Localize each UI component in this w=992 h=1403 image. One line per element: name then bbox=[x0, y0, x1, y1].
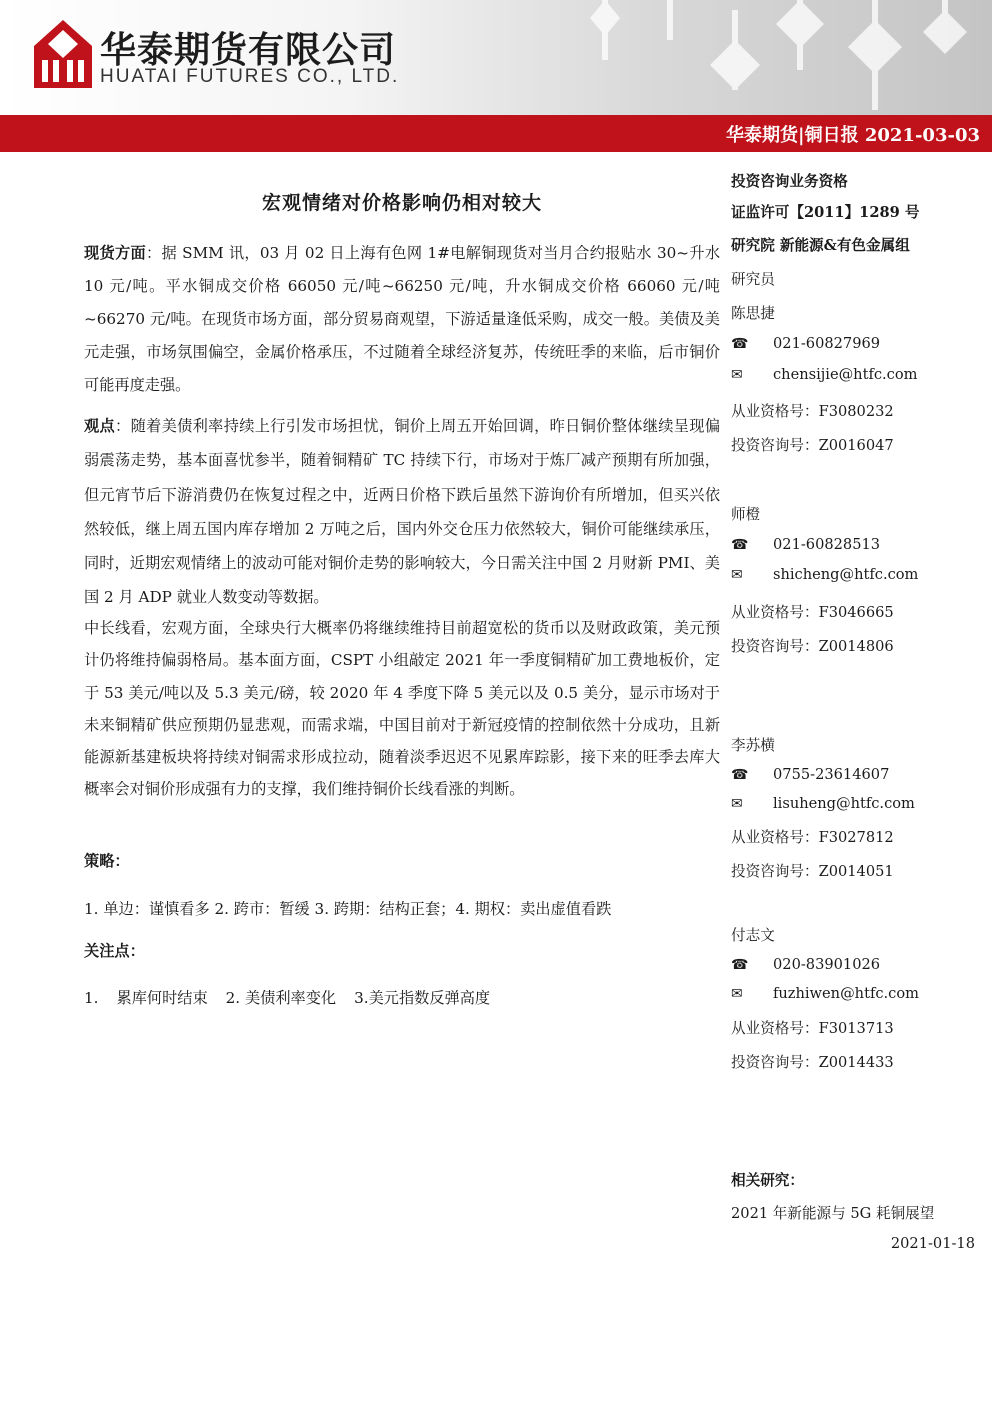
analyst-phone: 020-83901026 bbox=[773, 956, 881, 973]
analyst-phone: 021-60827969 bbox=[773, 335, 881, 352]
company-logo-icon bbox=[34, 20, 92, 88]
analyst-phone: 0755-23614607 bbox=[773, 766, 890, 783]
report-header bbox=[0, 0, 992, 115]
envelope-icon: ✉ bbox=[731, 986, 743, 1002]
analyst-email[interactable]: fuzhiwen@htfc.com bbox=[773, 985, 919, 1002]
analyst-email-row bbox=[731, 366, 987, 383]
analyst-phone: 021-60828513 bbox=[773, 536, 881, 553]
analyst-email-row bbox=[731, 795, 987, 812]
related-research-title[interactable]: 2021 年新能源与 5G 耗铜展望 bbox=[731, 1205, 935, 1222]
analyst-practice-no: 从业资格号：F3046665 bbox=[731, 604, 894, 621]
analyst-name: 陈思捷 bbox=[731, 305, 775, 322]
focus-item: 累库何时结束 bbox=[116, 989, 208, 1007]
analyst-email-row bbox=[731, 985, 987, 1002]
analyst-name: 师橙 bbox=[731, 506, 761, 523]
qualification-label: 投资咨询业务资格 bbox=[731, 173, 848, 190]
analyst-email[interactable]: shicheng@htfc.com bbox=[773, 566, 919, 583]
view-text: ：随着美债利率持续上行引发市场担忧，铜价上周五开始回调，昨日铜价整体继续呈现偏弱震荡走势，基本面喜忧参半，随着铜精矿 TC 持续下行，市场对于炼厂减产预期有所加强，但元宵节后下游消费仍在恢复过程之中，近两日价格下跌后虽然下游询价有所增加，但买兴依然较低，继上周五国内库存增加 2 万吨之后，国内外交仓压力依然较大，铜价可能继续承压，同时，近期宏观情绪上的波动可能对铜价走势的影响较大，今日需关注中国 2 月财新 PMI、美国 2 月 ADP 就业人数变动等数据。 bbox=[84, 417, 721, 607]
focus-item: 3.美元指数反弹高度 bbox=[354, 989, 491, 1007]
analyst-phone-row bbox=[731, 956, 987, 973]
analyst-phone-row bbox=[731, 536, 987, 553]
related-research-date: 2021-01-18 bbox=[890, 1235, 975, 1252]
spot-lead: 现货方面 bbox=[84, 244, 147, 262]
report-title: 宏观情绪对价格影响仍相对较大 bbox=[261, 192, 542, 214]
envelope-icon: ✉ bbox=[731, 567, 743, 583]
focus-item: 2. 美债利率变化 bbox=[225, 989, 337, 1007]
department-label: 研究院 新能源&有色金属组 bbox=[731, 237, 910, 254]
phone-icon: ☎ bbox=[731, 537, 749, 553]
analyst-phone-row bbox=[731, 766, 987, 783]
license-label: 证监许可【2011】1289 号 bbox=[731, 204, 920, 221]
company-name-cn: 华泰期货有限公司 bbox=[100, 30, 397, 71]
analyst-name: 李苏横 bbox=[731, 737, 775, 754]
focus-list bbox=[84, 983, 720, 1013]
analyst-practice-no: 从业资格号：F3080232 bbox=[731, 403, 894, 420]
strategy-heading: 策略： bbox=[84, 852, 130, 870]
phone-icon: ☎ bbox=[731, 767, 749, 783]
envelope-icon: ✉ bbox=[731, 796, 743, 812]
red-title-bar bbox=[0, 115, 992, 152]
focus-heading: 关注点： bbox=[84, 942, 145, 960]
analyst-email[interactable]: chensijie@htfc.com bbox=[773, 366, 918, 383]
related-research-heading: 相关研究： bbox=[731, 1172, 804, 1189]
analyst-advisory-no: 投资咨询号：Z0016047 bbox=[731, 437, 894, 454]
analyst-practice-no: 从业资格号：F3027812 bbox=[731, 829, 894, 846]
focus-item: 1. bbox=[84, 989, 99, 1007]
view-lead: 观点 bbox=[84, 417, 116, 435]
strategy-text: 1. 单边：谨慎看多 2. 跨市：暂缓 3. 跨期：结构正套；4. 期权：卖出虚值看跌 bbox=[84, 900, 612, 918]
analyst-email[interactable]: lisuheng@htfc.com bbox=[773, 795, 915, 812]
role-label: 研究员 bbox=[731, 271, 775, 288]
spot-paragraph bbox=[84, 237, 720, 402]
phone-icon: ☎ bbox=[731, 957, 749, 973]
analyst-email-row bbox=[731, 566, 987, 583]
envelope-icon: ✉ bbox=[731, 367, 743, 383]
view-paragraph bbox=[84, 409, 720, 615]
phone-icon: ☎ bbox=[731, 336, 749, 352]
header-decoration bbox=[572, 0, 992, 115]
analyst-name: 付志文 bbox=[731, 927, 775, 944]
analyst-practice-no: 从业资格号：F3013713 bbox=[731, 1020, 894, 1037]
analyst-advisory-no: 投资咨询号：Z0014051 bbox=[731, 863, 894, 880]
long-term-paragraph: 中长线看，宏观方面，全球央行大概率仍将继续维持目前超宽松的货币以及财政政策，美元预计仍将维持偏弱格局。基本面方面，CSPT 小组敲定 2021 年一季度铜精矿加工费地板价，定于 53 美元/吨以及 5.3 美元/磅，较 2020 年 4 季度下降 5 美元以及 0.5 美分，显示市场对于未来铜精矿供应预期仍显悲观，而需求端，中国目前对于新冠疫情的控制依然十分成功，且新能源新基建板块将持续对铜需求形成拉动，随着淡季迟迟不见累库踪影，接下来的旺季去库大概率会对铜价形成强有力的支撑，我们维持铜价长线看涨的判断。 bbox=[84, 619, 720, 799]
report-tag: 华泰期货|铜日报 2021-03-03 bbox=[726, 125, 980, 146]
analyst-advisory-no: 投资咨询号：Z0014433 bbox=[731, 1054, 894, 1071]
spot-text: ：据 SMM 讯，03 月 02 日上海有色网 1#电解铜现货对当月合约报贴水 30~升水 10 元/吨。平水铜成交价格 66050 元/吨~66250 元/吨，升水铜成交价格 66060 元/吨~66270 元/吨。在现货市场方面，部分贸易商观望，下游适量逢低采购，成交一般。美债及美元走强，市场氛围偏空，金属价格承压，不过随着全球经济复苏，传统旺季的来临，后市铜价可能再度走强。 bbox=[84, 244, 721, 394]
analyst-advisory-no: 投资咨询号：Z0014806 bbox=[731, 638, 894, 655]
company-name-en: HUATAI FUTURES CO., LTD. bbox=[100, 66, 400, 87]
analyst-phone-row bbox=[731, 335, 987, 352]
